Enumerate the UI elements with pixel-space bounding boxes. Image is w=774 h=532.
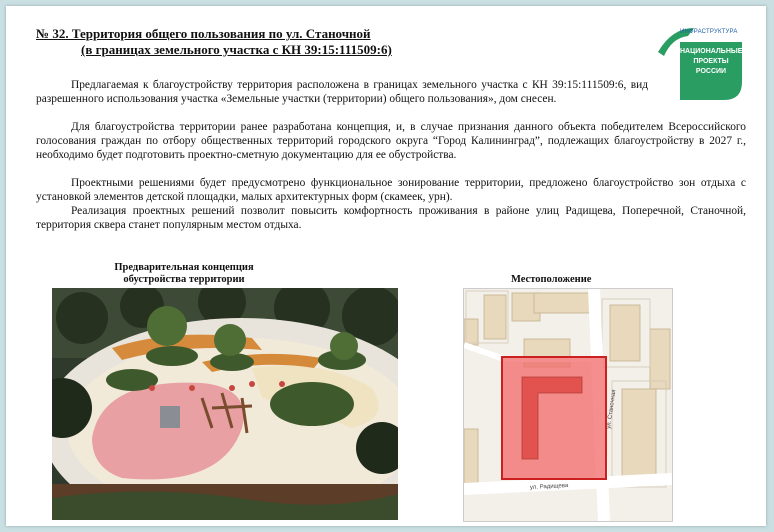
national-projects-logo [654,22,758,102]
logo-line-1: НАЦИОНАЛЬНЫЕ [680,48,743,55]
logo-line-2: ПРОЕКТЫ [693,58,729,65]
logo-line-3: РОССИИ [695,68,727,75]
slide-sheet [6,6,766,526]
street-label-bottom: ул. Радищева [529,482,569,491]
paragraph-2-block [36,120,746,162]
concept-caption [104,262,264,286]
paragraph-3: Проектными решениями будет предусмотрено функциональное зонирование территории, предложено благоустройство зон отдыха с установкой элементов детской площадки, малых архитектурных форм (скамеек, урн). [36,177,746,203]
concept-caption-line-2: обустройства территории [123,274,245,285]
concept-caption-line-1: Предварительная концепция [114,262,254,273]
location-caption: Местоположение [511,274,592,285]
paragraph-2: Для благоустройства территории ранее разработана концепция, и, в случае признания данного объекта победителем Всероссийского голосования граждан по отбору общественных территорий городского округа “Город Калининград”, подлежащих благоустройству в 2027 г., необходимо будет подготовить проектно-сметную документацию для ее обустройства. [36,121,746,161]
paragraph-1: Предлагаемая к благоустройству территория расположена в границах земельного участка с КН 39:15:111509:6, вид разрешенного использования участка «Земельные участки (территории) общего пользования», дом снесен. [36,79,648,105]
location-map-image [463,288,673,522]
paragraph-4-block [36,204,746,232]
paragraph-3-block [36,176,746,204]
concept-render-image [52,288,398,520]
title-line-2: (в границах земельного участка с КН 39:15:111509:6) [81,42,392,57]
street-label-vertical: ул. Станочная [606,389,618,430]
logo-caption: ИНФРАСТРУКТУРА [680,29,738,35]
paragraph-1-block [36,78,648,106]
paragraph-4: Реализация проектных решений позволит повысить комфортность проживания в районе улиц Радищева, Поперечной, Станочной, территория сквера станет популярным местом отдыха. [36,205,746,231]
title-line-1: № 32. Территория общего пользования по ул. Станочной [36,26,371,41]
plot-highlight [502,357,606,479]
page-title [36,26,392,58]
